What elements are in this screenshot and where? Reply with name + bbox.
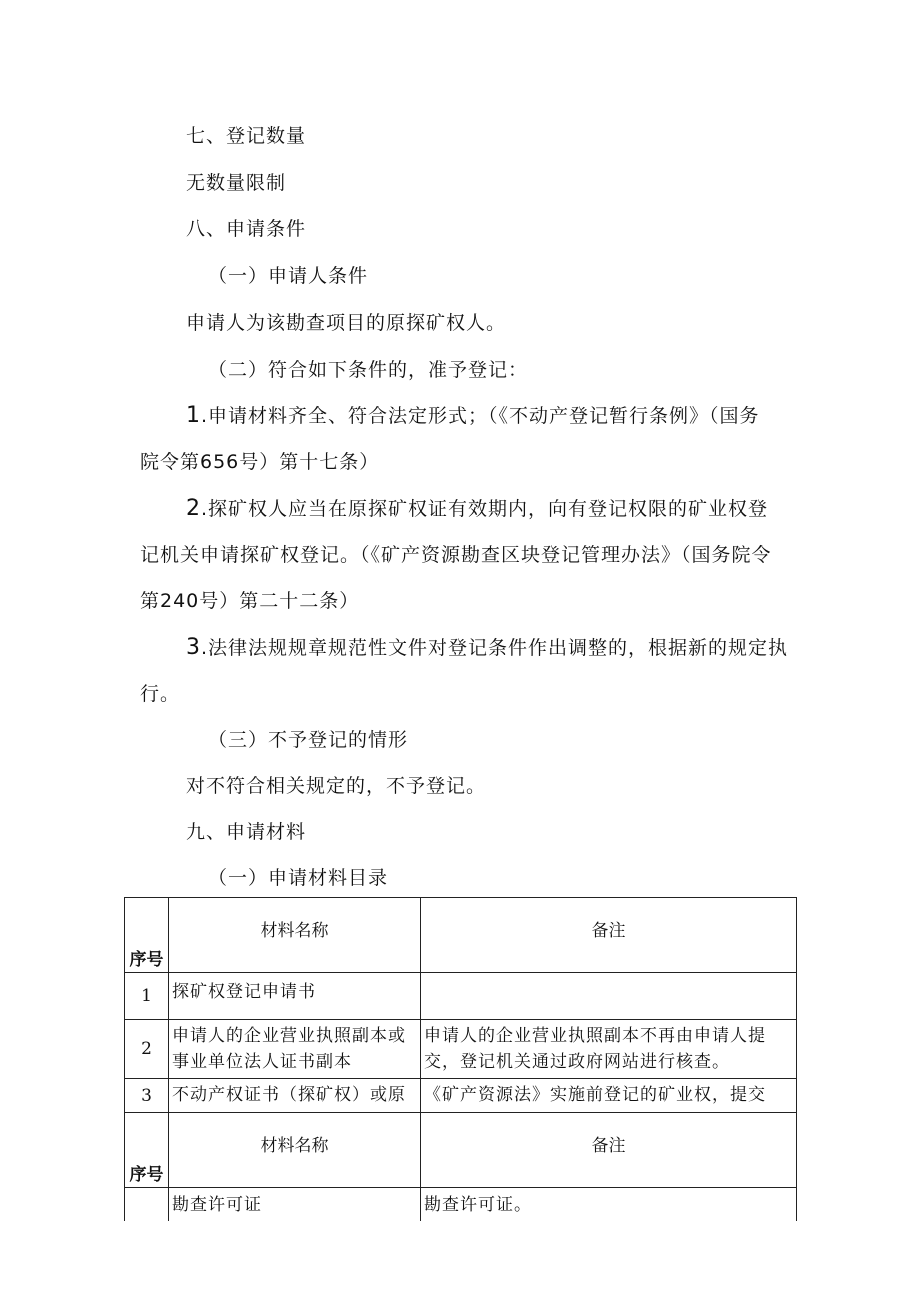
materials-table [124, 897, 797, 1221]
header-name: 材料名称 [169, 898, 421, 973]
table-row [125, 1079, 797, 1113]
last-row-name: 勘查许可证 [169, 1188, 421, 1221]
last-row-note: 勘查许可证。 [421, 1188, 797, 1221]
header-num: 序号 [125, 898, 169, 973]
condition-1-number: 1 [186, 403, 201, 428]
row-1-name-line: 探矿权登记申请书 [172, 982, 316, 1002]
section-7-body: 无数量限制 [186, 172, 287, 194]
condition-3-line-2: 行。 [140, 683, 181, 705]
section-9-sub1: （一）申请材料目录 [208, 867, 389, 889]
row-3-num: 3 [125, 1079, 169, 1113]
row-2-note [421, 1020, 797, 1079]
section-7-title: 七、登记数量 [186, 125, 307, 147]
section-8-sub1-body: 申请人为该勘查项目的原探矿权人。 [186, 312, 507, 334]
repeat-header-name: 材料名称 [169, 1113, 421, 1188]
section-8-sub2: （二）符合如下条件的，准予登记： [208, 359, 529, 381]
table-row [125, 973, 797, 1020]
row-2-name [169, 1020, 421, 1079]
condition-2-line-1 [186, 495, 768, 523]
section-9-title: 九、申请材料 [186, 821, 307, 843]
header-note: 备注 [421, 898, 797, 973]
condition-2-text: .探矿权人应当在原探矿权证有效期内，向有登记权限的矿业权登 [201, 498, 769, 520]
row-2-name-line-2: 事业单位法人证书副本 [172, 1052, 352, 1072]
table-header-row [125, 898, 797, 973]
row-2-name-line-1: 申请人的企业营业执照副本或 [172, 1026, 406, 1046]
row-3-name [169, 1079, 421, 1113]
repeat-header-note: 备注 [421, 1113, 797, 1188]
condition-1-line-1 [186, 402, 760, 430]
section-8-sub3: （三）不予登记的情形 [208, 729, 409, 751]
condition-1-text: .申请材料齐全、符合法定形式；（《不动产登记暂行条例》（国务 [201, 405, 760, 427]
row-3-note-line: 《矿产资源法》实施前登记的矿业权，提交 [424, 1085, 766, 1105]
row-1-name [169, 973, 421, 1020]
table-row [125, 1020, 797, 1079]
row-3-note [421, 1079, 797, 1113]
last-row-num [125, 1188, 169, 1221]
row-3-name-line: 不动产权证书（探矿权）或原 [172, 1085, 406, 1105]
condition-2-line-3: 第240号）第二十二条） [140, 590, 360, 612]
repeat-header-num: 序号 [125, 1113, 169, 1188]
section-8-sub3-body: 对不符合相关规定的，不予登记。 [186, 775, 487, 797]
table-repeat-header-row [125, 1113, 797, 1188]
section-8-sub1: （一）申请人条件 [208, 265, 369, 287]
row-2-note-line-1: 申请人的企业营业执照副本不再由申请人提 [424, 1026, 766, 1046]
condition-3-text: .法律法规规章规范性文件对登记条件作出调整的，根据新的规定执 [201, 637, 789, 659]
row-2-note-line-2: 交，登记机关通过政府网站进行核查。 [424, 1052, 730, 1072]
row-1-num: 1 [125, 973, 169, 1020]
condition-2-line-2: 记机关申请探矿权登记。（《矿产资源勘查区块登记管理办法》（国务院令 [140, 544, 772, 566]
condition-2-number: 2 [186, 496, 201, 521]
row-2-num: 2 [125, 1020, 169, 1079]
condition-3-line-1 [186, 634, 788, 662]
table-row [125, 1188, 797, 1221]
row-1-note [421, 973, 797, 1020]
condition-1-line-2: 院令第656号）第十七条） [140, 451, 380, 473]
condition-3-number: 3 [186, 635, 201, 660]
section-8-title: 八、申请条件 [186, 218, 307, 240]
